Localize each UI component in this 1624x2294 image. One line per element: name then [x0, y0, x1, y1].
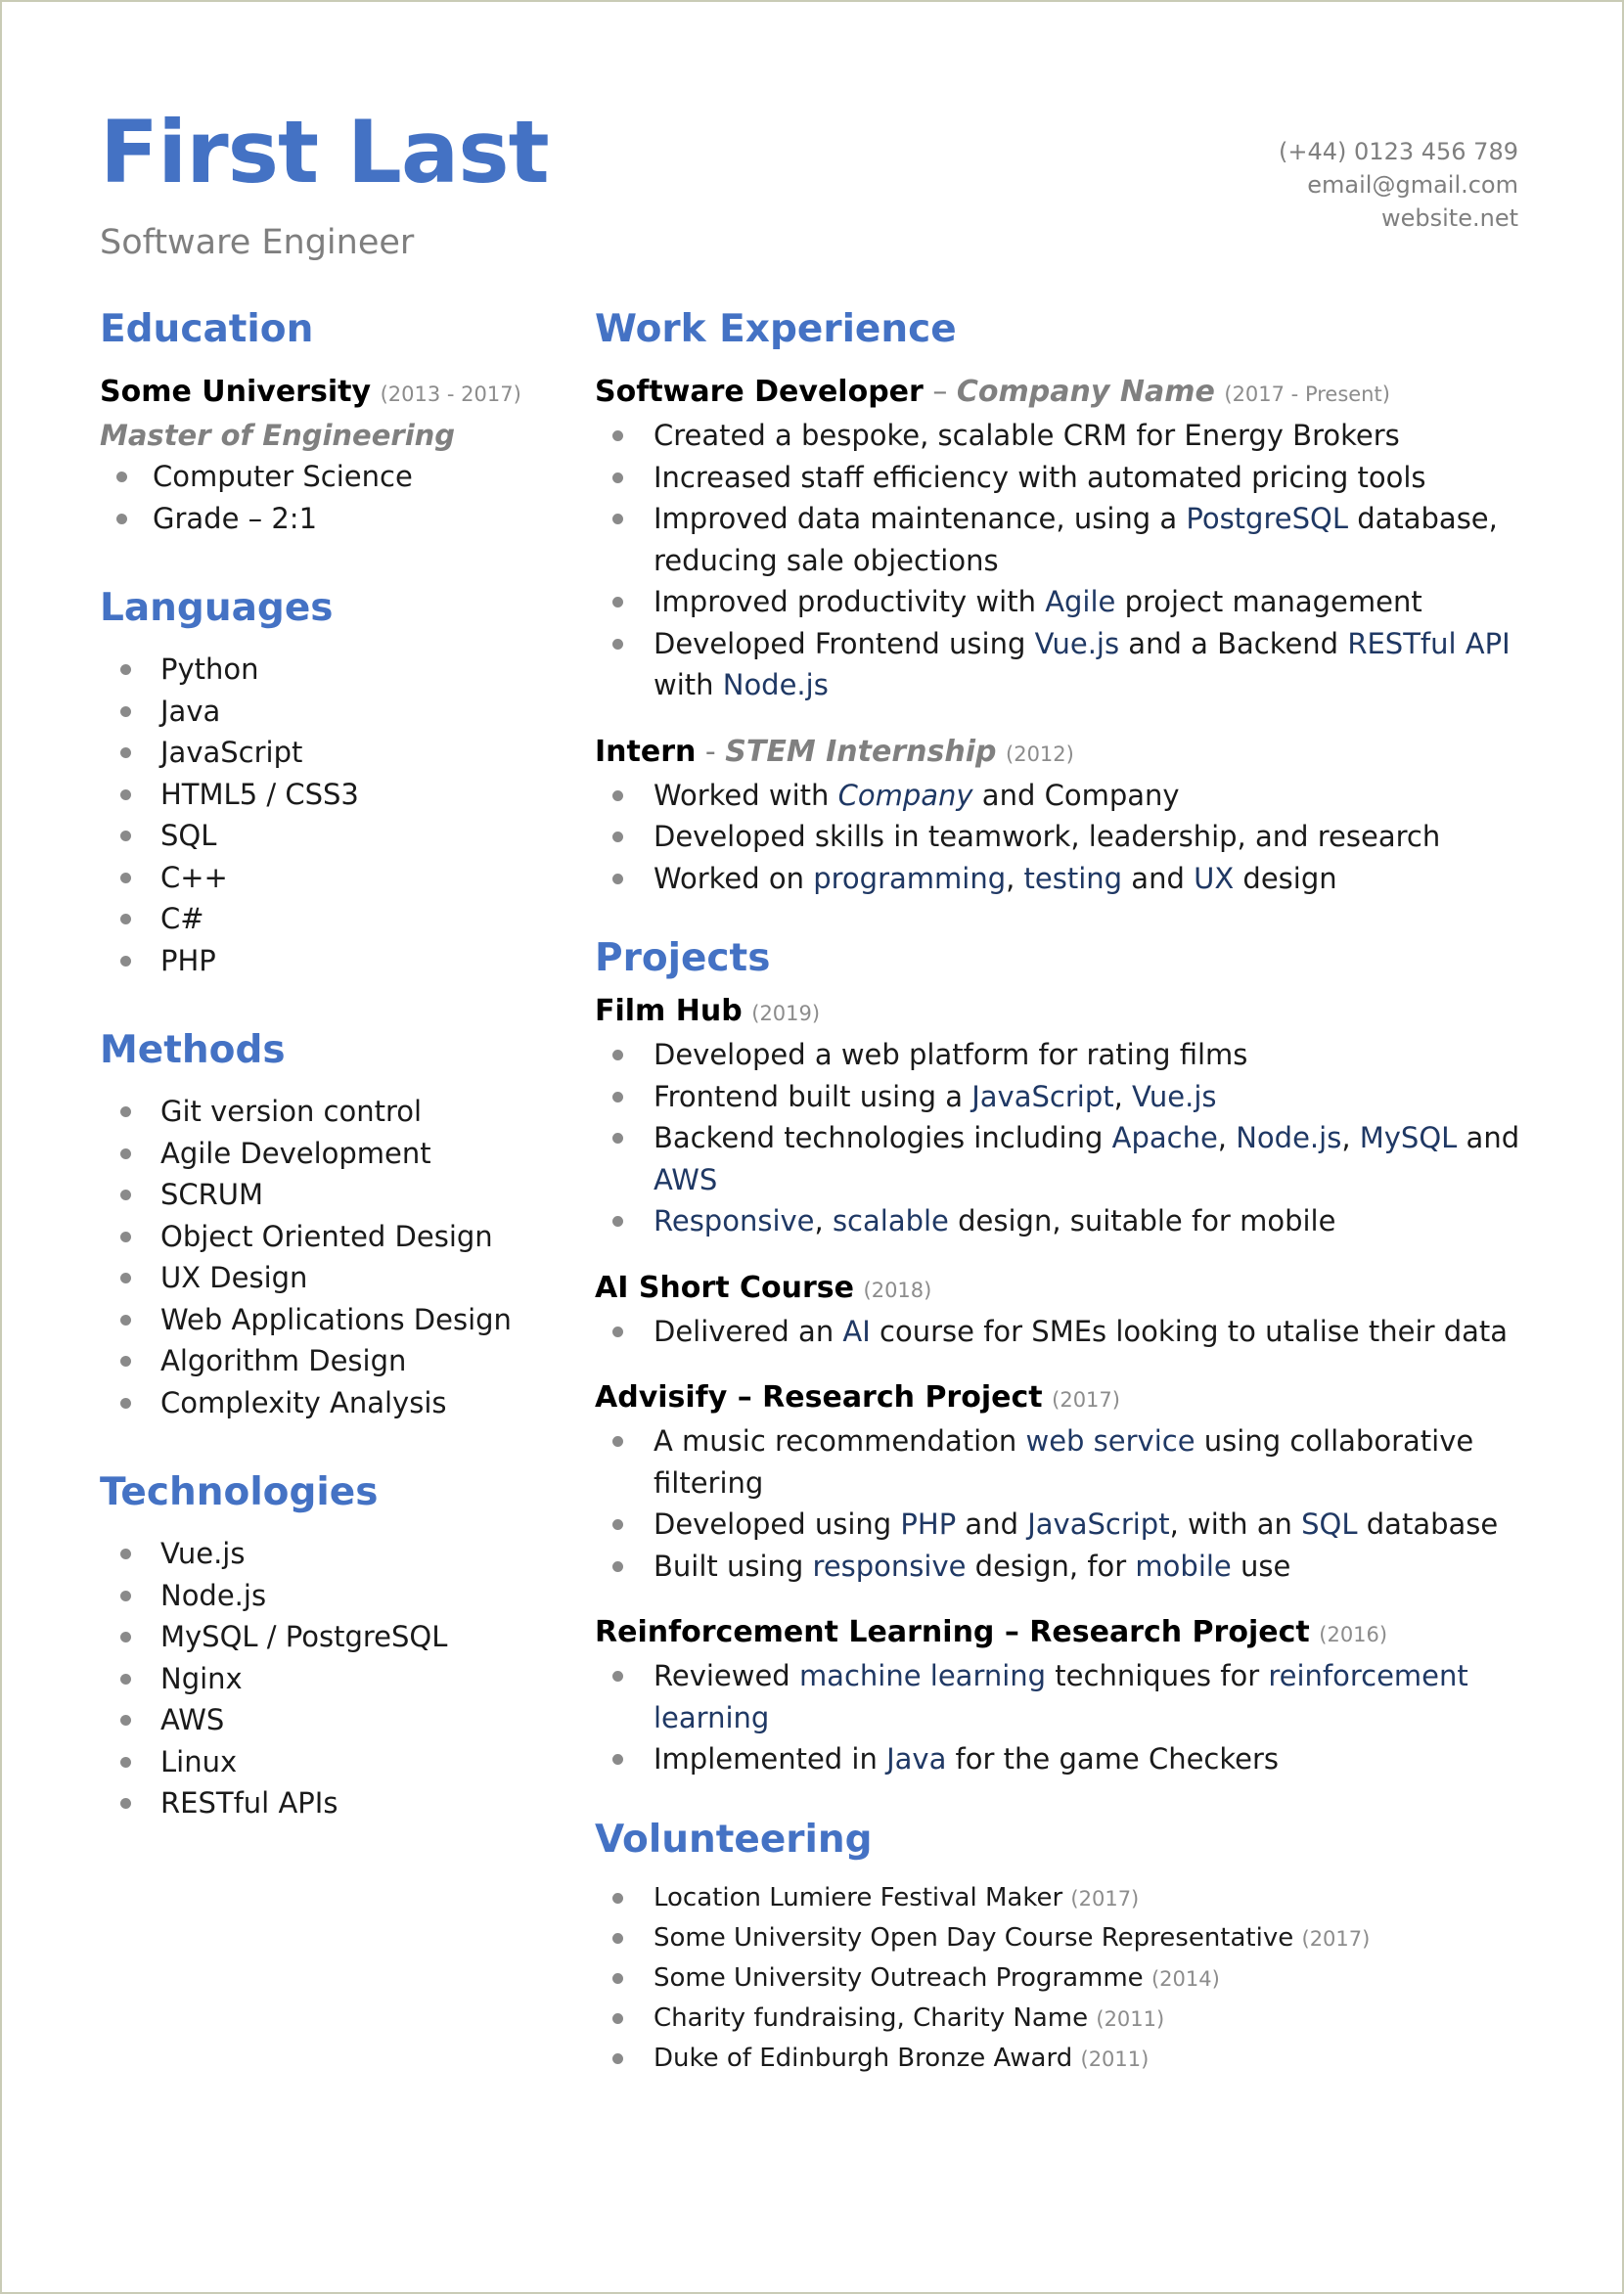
method-item-text: Object Oriented Design	[160, 1219, 493, 1253]
project-title: Reinforcement Learning – Research Project	[595, 1615, 1310, 1649]
language-item-text: Java	[160, 694, 221, 728]
bullet-icon	[612, 1754, 623, 1765]
right-column	[595, 303, 1534, 2079]
candidate-name: First Last	[100, 102, 549, 202]
bullet-item	[595, 581, 1534, 623]
school-years: (2013 - 2017)	[380, 382, 521, 406]
method-item	[100, 1174, 560, 1216]
bullet-icon	[612, 790, 623, 801]
language-item-text: PHP	[160, 943, 216, 977]
keyword: Node.js	[722, 668, 829, 701]
bullet-text: project management	[1115, 585, 1422, 618]
keyword: mobile	[1135, 1549, 1232, 1583]
projects-heading: Projects	[595, 936, 771, 980]
bullet-icon	[612, 1050, 623, 1060]
bullet-icon	[612, 1327, 623, 1337]
bullet-item	[595, 415, 1534, 457]
keyword: reinforcement learning	[654, 1659, 1468, 1734]
bullet-text: Developed skills in teamwork, leadership, and research	[654, 820, 1441, 853]
bullet-item	[595, 1420, 1534, 1504]
method-item-text: Algorithm Design	[160, 1344, 407, 1377]
bullet-text: Backend technologies including	[654, 1121, 1112, 1154]
bullet-icon	[612, 832, 623, 842]
method-item	[100, 1340, 560, 1382]
job-years: (2012)	[1006, 742, 1074, 766]
bullet-text: Reviewed	[654, 1659, 799, 1692]
bullet-icon	[120, 1632, 131, 1642]
bullet-text: using collaborative filtering	[654, 1424, 1474, 1500]
education-item	[100, 456, 560, 498]
job-company: STEM Internship	[725, 734, 997, 769]
bullet-text: design, suitable for mobile	[948, 1204, 1336, 1237]
keyword: JavaScript	[1027, 1507, 1170, 1541]
bullet-text: Delivered an	[654, 1314, 843, 1348]
bullet-text: and a Backend	[1119, 626, 1348, 660]
bullet-icon	[120, 1757, 131, 1768]
bullet-text: and	[956, 1507, 1028, 1541]
bullet-icon	[612, 1216, 623, 1227]
keyword: PostgreSQL	[1186, 502, 1348, 535]
volunteering-year: (2017)	[1301, 1926, 1371, 1951]
methods-list	[100, 1091, 560, 1423]
bullet-icon	[120, 1106, 131, 1117]
language-item	[100, 857, 560, 899]
technologies-heading: Technologies	[100, 1470, 379, 1514]
project-bullets	[595, 1655, 1534, 1780]
volunteering-item	[595, 2039, 1534, 2079]
bullet-text: Frontend built using a	[654, 1079, 972, 1113]
bullet-icon	[120, 1232, 131, 1242]
technology-item	[100, 1533, 560, 1575]
job-header	[595, 372, 1534, 415]
job-separator: –	[923, 375, 957, 409]
job-header	[595, 732, 1534, 775]
job-bullets	[595, 775, 1534, 900]
keyword: scalable	[832, 1204, 949, 1237]
project-title: Film Hub	[595, 994, 743, 1028]
keyword: JavaScript	[971, 1079, 1114, 1113]
education-item-text: Computer Science	[153, 460, 413, 493]
bullet-icon	[612, 1519, 623, 1530]
project-entry	[595, 991, 1534, 1242]
bullet-text: with	[654, 668, 723, 701]
technology-item	[100, 1782, 560, 1824]
technology-item-text: Nginx	[160, 1661, 243, 1695]
bullet-icon	[612, 514, 623, 524]
bullet-text: ,	[814, 1204, 833, 1237]
bullet-text: design, for	[966, 1549, 1136, 1583]
bullet-text: Developed a web platform for rating films	[654, 1038, 1248, 1071]
bullet-icon	[120, 789, 131, 800]
method-item	[100, 1133, 560, 1175]
job-company: Company Name	[956, 375, 1215, 409]
bullet-item	[595, 816, 1534, 858]
bullet-text: design	[1234, 861, 1337, 895]
project-bullets	[595, 1034, 1534, 1242]
bullet-text: Worked on	[654, 861, 814, 895]
bullet-item	[595, 1546, 1534, 1588]
bullet-text: Created a bespoke, scalable CRM for Energy Brokers	[654, 419, 1400, 452]
bullet-text: ,	[1341, 1121, 1360, 1154]
bullet-icon	[612, 597, 623, 607]
bullet-icon	[612, 472, 623, 483]
work-entries	[595, 372, 1534, 899]
language-item	[100, 649, 560, 691]
bullet-text: Increased staff efficiency with automated pricing tools	[654, 460, 1426, 494]
language-item-text: C++	[160, 860, 228, 894]
education-item	[100, 498, 560, 540]
keyword: UX	[1194, 861, 1235, 895]
bullet-text: and	[1457, 1121, 1520, 1154]
volunteering-year: (2011)	[1096, 2006, 1165, 2031]
keyword: Agile	[1045, 585, 1116, 618]
language-item-text: JavaScript	[160, 736, 303, 769]
method-item	[100, 1216, 560, 1258]
project-bullets	[595, 1420, 1534, 1587]
bullet-icon	[120, 1315, 131, 1326]
bullet-text: and	[1122, 861, 1195, 895]
method-item-text: Agile Development	[160, 1136, 431, 1170]
technologies-list	[100, 1533, 560, 1824]
volunteering-item	[595, 1958, 1534, 1999]
bullet-item	[595, 1117, 1534, 1200]
bullet-text: for the game Checkers	[946, 1742, 1280, 1776]
method-item	[100, 1382, 560, 1424]
bullet-icon	[120, 1190, 131, 1200]
bullet-item	[595, 457, 1534, 499]
bullet-item	[595, 1504, 1534, 1546]
keyword: Responsive	[654, 1204, 815, 1237]
language-item	[100, 691, 560, 733]
bullet-icon	[120, 1591, 131, 1601]
education-heading: Education	[100, 307, 314, 351]
project-entry	[595, 1268, 1534, 1353]
bullet-text: Developed Frontend using	[654, 626, 1035, 660]
project-title: Advisify – Research Project	[595, 1380, 1043, 1415]
bullet-item	[595, 498, 1534, 581]
bullet-icon	[120, 1674, 131, 1685]
bullet-icon	[612, 1436, 623, 1447]
bullet-icon	[612, 874, 623, 884]
keyword: Node.js	[1236, 1121, 1342, 1154]
language-item	[100, 940, 560, 982]
bullet-icon	[120, 914, 131, 924]
keyword: RESTful API	[1347, 626, 1511, 660]
language-item	[100, 732, 560, 774]
bullet-text: course for SMEs looking to utalise their data	[870, 1314, 1509, 1348]
bullet-item	[595, 1076, 1534, 1118]
website-link[interactable]: website.net	[1381, 204, 1518, 232]
bullet-text: ,	[1006, 861, 1024, 895]
bullet-icon	[120, 706, 131, 717]
language-item	[100, 898, 560, 940]
keyword: Company	[837, 778, 973, 812]
keyword: web service	[1025, 1424, 1195, 1458]
bullet-text: Improved data maintenance, using a	[654, 502, 1187, 535]
volunteering-text: Duke of Edinburgh Bronze Award	[654, 2043, 1073, 2073]
method-item	[100, 1091, 560, 1133]
bullet-icon	[120, 1798, 131, 1809]
language-item-text: HTML5 / CSS3	[160, 777, 359, 811]
bullet-icon	[120, 956, 131, 967]
bullet-icon	[120, 664, 131, 675]
keyword: Java	[886, 1742, 947, 1776]
keyword: testing	[1023, 861, 1123, 895]
bullet-icon	[120, 1356, 131, 1367]
bullet-item	[595, 623, 1534, 706]
bullet-text: and Company	[972, 778, 1180, 812]
bullet-item	[595, 1200, 1534, 1242]
method-item-text: Git version control	[160, 1095, 423, 1128]
bullet-icon	[612, 1671, 623, 1682]
project-header	[595, 1268, 1534, 1311]
bullet-item	[595, 1311, 1534, 1353]
bullet-text: database, reducing sale objections	[654, 502, 1498, 577]
bullet-icon	[612, 2013, 623, 2024]
project-entry	[595, 1377, 1534, 1587]
bullet-text: database	[1357, 1507, 1499, 1541]
job-entry	[595, 732, 1534, 900]
technology-item	[100, 1658, 560, 1700]
method-item	[100, 1299, 560, 1341]
technology-item	[100, 1575, 560, 1617]
bullet-text: ,	[1217, 1121, 1237, 1154]
volunteering-year: (2011)	[1080, 2047, 1150, 2071]
bullet-text: Built using	[654, 1549, 813, 1583]
job-bullets	[595, 415, 1534, 706]
bullet-item	[595, 775, 1534, 817]
project-title: AI Short Course	[595, 1270, 854, 1305]
education-item-text: Grade – 2:1	[153, 501, 318, 535]
keyword: machine learning	[798, 1659, 1047, 1692]
technology-item-text: Vue.js	[160, 1537, 246, 1570]
languages-heading: Languages	[100, 586, 334, 630]
technology-item	[100, 1616, 560, 1658]
bullet-item	[595, 1034, 1534, 1076]
bullet-icon	[120, 1273, 131, 1283]
keyword: SQL	[1301, 1507, 1358, 1541]
bullet-text: , with an	[1169, 1507, 1302, 1541]
technology-item	[100, 1699, 560, 1741]
bullet-icon	[612, 1893, 623, 1904]
email-address: email@gmail.com	[1307, 171, 1518, 199]
work-heading: Work Experience	[595, 307, 957, 351]
keyword: AI	[842, 1314, 871, 1348]
phone-number: (+44) 0123 456 789	[1279, 138, 1518, 165]
methods-heading: Methods	[100, 1028, 286, 1072]
bullet-item	[595, 1738, 1534, 1780]
bullet-item	[595, 1655, 1534, 1738]
project-years: (2016)	[1319, 1623, 1388, 1646]
education-school-line	[100, 372, 560, 415]
volunteering-text: Some University Open Day Course Representative	[654, 1922, 1294, 1953]
keyword: programming	[813, 861, 1007, 895]
technology-item	[100, 1741, 560, 1783]
bullet-item	[595, 858, 1534, 900]
bullet-icon	[612, 430, 623, 441]
bullet-icon	[612, 639, 623, 650]
contact-block	[1279, 135, 1518, 235]
project-header	[595, 1377, 1534, 1420]
method-item	[100, 1257, 560, 1299]
bullet-text: Implemented in	[654, 1742, 887, 1776]
bullet-icon	[612, 1973, 623, 1984]
bullet-icon	[612, 1092, 623, 1102]
technology-item-text: Linux	[160, 1744, 238, 1778]
education-list	[100, 456, 560, 539]
keyword: Apache	[1111, 1121, 1218, 1154]
technology-item-text: AWS	[160, 1703, 225, 1736]
bullet-icon	[116, 472, 127, 482]
bullet-text: Developed using	[654, 1507, 901, 1541]
volunteering-year: (2014)	[1150, 1966, 1220, 1991]
bullet-text: techniques for	[1046, 1659, 1269, 1692]
bullet-text: A music recommendation	[654, 1424, 1026, 1458]
keyword: PHP	[900, 1507, 957, 1541]
volunteering-item	[595, 1999, 1534, 2039]
bullet-icon	[612, 1133, 623, 1144]
bullet-icon	[120, 747, 131, 758]
project-header	[595, 991, 1534, 1034]
language-item-text: Python	[160, 652, 259, 686]
language-item	[100, 774, 560, 816]
project-years: (2019)	[751, 1002, 821, 1025]
bullet-text: Worked with	[654, 778, 838, 812]
project-bullets	[595, 1311, 1534, 1353]
languages-list	[100, 649, 560, 981]
school-name: Some University	[100, 375, 372, 409]
bullet-text: Improved productivity with	[654, 585, 1046, 618]
method-item-text: Web Applications Design	[160, 1302, 512, 1336]
bullet-icon	[612, 2053, 623, 2064]
language-item-text: SQL	[160, 819, 217, 852]
bullet-icon	[116, 514, 127, 524]
bullet-icon	[612, 1933, 623, 1944]
volunteering-item	[595, 1878, 1534, 1918]
bullet-icon	[120, 1398, 131, 1409]
keyword: Vue.js	[1034, 626, 1120, 660]
method-item-text: SCRUM	[160, 1178, 264, 1211]
project-years: (2017)	[1052, 1388, 1120, 1412]
keyword: MySQL	[1359, 1121, 1458, 1154]
keyword: Vue.js	[1132, 1079, 1217, 1113]
project-entries	[595, 991, 1534, 1780]
bullet-icon	[120, 1715, 131, 1726]
technology-item-text: Node.js	[160, 1578, 267, 1612]
bullet-text: use	[1231, 1549, 1291, 1583]
project-entry	[595, 1612, 1534, 1780]
volunteering-list	[595, 1878, 1534, 2079]
left-column	[100, 303, 560, 1824]
volunteering-heading: Volunteering	[595, 1817, 873, 1862]
keyword: responsive	[812, 1549, 967, 1583]
bullet-text: ,	[1113, 1079, 1133, 1113]
technology-item-text: RESTful APIs	[160, 1786, 338, 1820]
job-role: Software Developer	[595, 375, 924, 409]
bullet-icon	[120, 1549, 131, 1559]
language-item-text: C#	[160, 902, 204, 935]
project-header	[595, 1612, 1534, 1655]
job-years: (2017 - Present)	[1224, 382, 1390, 406]
volunteering-text: Charity fundraising, Charity Name	[654, 2002, 1089, 2033]
bullet-icon	[612, 1561, 623, 1572]
volunteering-item	[595, 1918, 1534, 1958]
bullet-icon	[120, 831, 131, 841]
bullet-icon	[120, 1148, 131, 1159]
volunteering-text: Location Lumiere Festival Maker	[654, 1882, 1063, 1912]
job-role: Intern	[595, 734, 697, 769]
bullet-icon	[120, 873, 131, 883]
candidate-title: Software Engineer	[100, 223, 415, 262]
keyword: AWS	[654, 1162, 718, 1196]
technology-item-text: MySQL / PostgreSQL	[160, 1620, 448, 1653]
method-item-text: UX Design	[160, 1261, 308, 1294]
volunteering-text: Some University Outreach Programme	[654, 1962, 1144, 1993]
degree: Master of Engineering	[100, 419, 456, 452]
project-years: (2018)	[863, 1278, 932, 1302]
job-separator: -	[696, 734, 726, 769]
job-entry	[595, 372, 1534, 706]
method-item-text: Complexity Analysis	[160, 1385, 447, 1419]
volunteering-year: (2017)	[1070, 1886, 1140, 1911]
language-item	[100, 815, 560, 857]
